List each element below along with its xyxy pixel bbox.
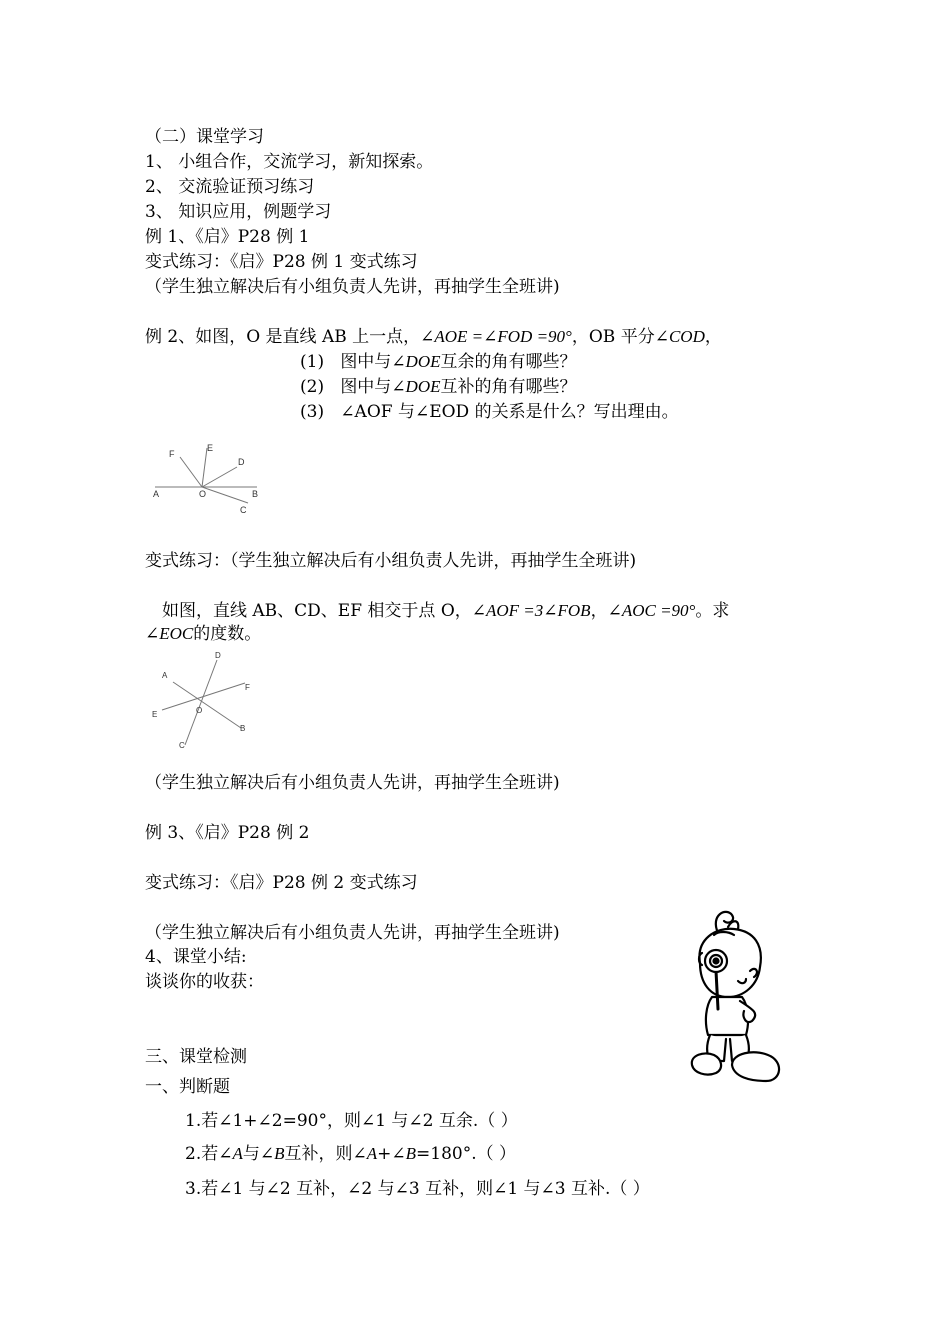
label-c: C (240, 505, 247, 515)
label-o: O (196, 706, 203, 715)
list-item: 3、 知识应用，例题学习 (145, 202, 332, 222)
instruction-note: （学生独立解决后有小组负责人先讲，再抽学生全班讲) (145, 923, 560, 943)
list-item: 1、 小组合作，交流学习，新知探索。 (145, 152, 434, 172)
label-c: C (179, 741, 185, 750)
judgement-heading: 一、判断题 (145, 1077, 230, 1097)
example-3-title: 例 3、《启》P28 例 2 (145, 823, 310, 843)
judgement-q1: 1.若∠1+∠2=90°，则∠1 与∠2 互余.（ ） (185, 1111, 518, 1131)
label-b: B (240, 724, 246, 733)
instruction-note: （学生独立解决后有小组负责人先讲，再抽学生全班讲) (145, 773, 560, 793)
label-e: E (152, 710, 158, 719)
variant-2-problem: 如图，直线 AB、CD、EF 相交于点 O，∠AOF =3∠FOB，∠AOC =90°。求 (162, 601, 730, 621)
variant-2-problem-cont: ∠EOC的度数。 (145, 624, 262, 644)
example-2-stem: 例 2、如图，O 是直线 AB 上一点，∠AOE =∠FOD =90°，OB 平分∠COD， (145, 327, 722, 347)
question-1: (1) 图中与∠DOE互余的角有哪些？ (300, 352, 577, 372)
label-b: B (252, 489, 259, 499)
question-2: (2) 图中与∠DOE互补的角有哪些？ (300, 377, 577, 397)
line-dc (185, 660, 217, 745)
judgement-q2: 2.若∠A与∠B互补，则∠A+∠B=180°.（ ） (185, 1144, 517, 1164)
label-d: D (238, 457, 245, 467)
question-3: (3) ∠AOF 与∠EOD 的关系是什么？写出理由。 (300, 402, 679, 422)
ray-od (202, 467, 237, 487)
section-3-heading: 三、课堂检测 (145, 1047, 247, 1067)
list-item: 2、 交流验证预习练习 (145, 177, 315, 197)
line-ab (173, 682, 241, 728)
summary-prompt: 谈谈你的收获： (145, 972, 264, 992)
judgement-q3: 3.若∠1 与∠2 互补，∠2 与∠3 互补，则∠1 与∠3 互补.（ ） (185, 1179, 650, 1199)
ray-of (180, 457, 202, 487)
label-a: A (153, 489, 160, 499)
ray-oc (202, 487, 248, 503)
label-o: O (199, 489, 207, 499)
instruction-note: （学生独立解决后有小组负责人先讲，再抽学生全班讲) (145, 277, 560, 297)
example-1-title: 例 1、《启》P28 例 1 (145, 227, 310, 247)
label-f: F (245, 683, 250, 692)
variant-1-title: 变式练习：《启》P28 例 1 变式练习 (145, 252, 418, 272)
line-ef (162, 683, 245, 710)
section-heading: （二）课堂学习 (145, 127, 264, 147)
variant-2-heading: 变式练习：（学生独立解决后有小组负责人先讲，再抽学生全班讲) (145, 551, 637, 571)
summary-title: 4、课堂小结: (145, 947, 247, 967)
magnifier-baby-icon (688, 905, 788, 1087)
label-d: D (215, 651, 221, 660)
label-e: E (207, 443, 214, 453)
figure-angles-1 (145, 440, 275, 525)
ray-oe (202, 448, 207, 487)
variant-3-title: 变式练习：《启》P28 例 2 变式练习 (145, 873, 418, 893)
label-a: A (162, 671, 168, 680)
label-f: F (169, 449, 175, 459)
figure-angles-2 (145, 650, 265, 750)
